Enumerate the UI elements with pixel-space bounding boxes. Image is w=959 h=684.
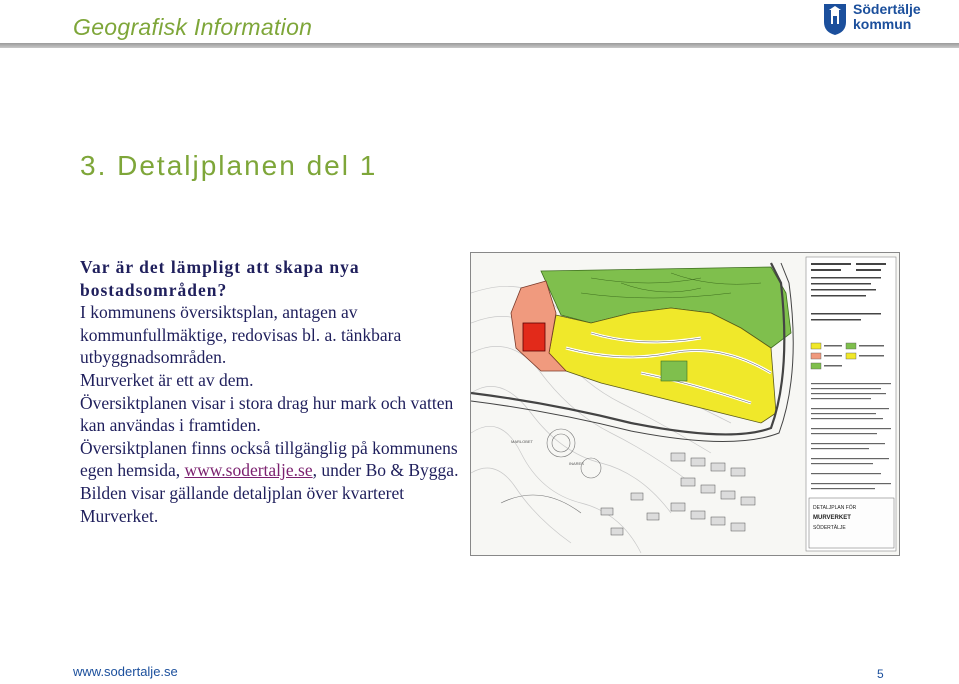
page-number: 5 xyxy=(877,667,884,681)
paragraph-overview: I kommunens översiktsplan, antagen av kommunfullmäktige, redovisas bl. a. tänkbara utbyggnadsområden. xyxy=(80,302,402,368)
website-text-a: Översiktplanen finns också tillgänglig på kommunens egen hemsida, xyxy=(80,437,458,481)
website-text-b: , under Bo & Bygga. xyxy=(312,460,459,481)
plan-label-3: SÖDERTÄLJE xyxy=(813,525,846,531)
logo-line2: kommun xyxy=(853,16,912,32)
footer-url[interactable]: www.sodertalje.se xyxy=(73,664,178,679)
map-drawing xyxy=(471,253,899,555)
question-line2: bostadsområden? xyxy=(80,279,228,300)
header-title: Geografisk Information xyxy=(73,14,313,40)
header-divider xyxy=(0,43,959,48)
slide-title: 3. Detaljplanen del 1 xyxy=(80,150,378,181)
sodertalje-kommun-logo[interactable] xyxy=(822,2,942,38)
paragraph-murverket: Murverket är ett av dem. xyxy=(80,369,254,390)
plan-label-1: DETALJPLAN FÖR xyxy=(813,505,857,511)
logo-line1: Södertälje xyxy=(853,1,921,17)
svg-text:INARES: INARES xyxy=(569,461,584,466)
detail-plan-map xyxy=(470,252,900,556)
body-text xyxy=(80,256,480,527)
paragraph-website xyxy=(80,437,480,482)
website-link[interactable]: www.sodertalje.se xyxy=(184,460,313,481)
plan-label-2: MURVERKET xyxy=(813,515,851,521)
paragraph-plan-usage: Översiktplanen visar i stora drag hur mark och vatten kan användas i framtiden. xyxy=(80,392,454,436)
paragraph-image-caption: Bilden visar gällande detaljplan över kvarteret Murverket. xyxy=(80,482,405,526)
question-line1: Var är det lämpligt att skapa nya xyxy=(80,257,360,277)
svg-text:MARLOBET: MARLOBET xyxy=(511,439,534,444)
shield-icon xyxy=(822,2,848,36)
